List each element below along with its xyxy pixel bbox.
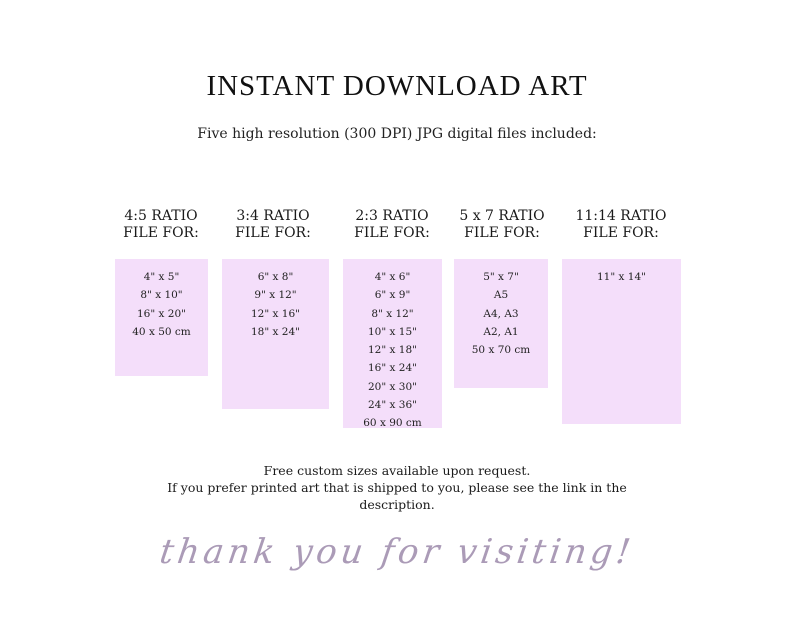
size-item: 12" x 18" [368, 344, 417, 357]
page-subtitle: Five high resolution (300 DPI) JPG digital files included: [197, 126, 597, 142]
size-item: 9" x 12" [254, 289, 297, 302]
size-item: 10" x 15" [368, 325, 417, 338]
ratio-label: 2:3 RATIO [355, 208, 429, 224]
size-item: A2, A1 [483, 325, 519, 338]
size-item: 8" x 10" [140, 289, 183, 302]
size-item: 6" x 8" [257, 271, 294, 283]
size-item: 12" x 16" [251, 307, 300, 320]
ratio-label: 4:5 RATIO [124, 208, 198, 224]
ratio-label: 3:4 RATIO [236, 208, 310, 224]
size-item: 6" x 9" [374, 289, 411, 302]
file-for-label: FILE FOR: [354, 225, 430, 241]
size-box-3-4 [222, 259, 329, 409]
ratio-label: 5 x 7 RATIO [459, 208, 545, 224]
footer-note [0, 462, 794, 513]
footer-line: description. [359, 497, 435, 512]
file-for-label: FILE FOR: [235, 225, 311, 241]
file-for-label: FILE FOR: [464, 225, 540, 241]
size-item: A4, A3 [483, 307, 519, 320]
size-item: 16" x 20" [137, 307, 186, 320]
size-item: 60 x 90 cm [363, 417, 422, 430]
size-box-4-5 [115, 259, 208, 376]
size-item: A5 [493, 289, 509, 302]
column-header-4-5 [111, 208, 211, 242]
column-header-5x7 [448, 208, 556, 242]
size-item: 50 x 70 cm [471, 344, 531, 357]
size-item: 4" x 5" [143, 271, 180, 283]
size-item: 4" x 6" [374, 271, 411, 283]
size-item: 11" x 14" [597, 271, 646, 283]
footer-line: Free custom sizes available upon request. [263, 463, 531, 478]
size-item: 24" x 36" [368, 399, 417, 412]
file-for-label: FILE FOR: [123, 225, 199, 241]
size-item: 16" x 24" [368, 362, 417, 375]
size-item: 8" x 12" [371, 307, 414, 320]
column-header-2-3 [342, 208, 442, 242]
ratio-label: 11:14 RATIO [575, 208, 667, 224]
thank-you-signature: thank you for visiting! [157, 532, 637, 572]
column-header-11-14 [566, 208, 676, 242]
size-box-2-3 [343, 259, 442, 428]
size-box-11-14 [562, 259, 681, 424]
size-item: 40 x 50 cm [132, 325, 191, 338]
column-header-3-4 [223, 208, 323, 242]
size-item: 5" x 7" [483, 271, 519, 283]
size-box-5x7 [454, 259, 548, 388]
size-item: 20" x 30" [368, 380, 417, 393]
footer-line: If you prefer printed art that is shipped to you, please see the link in the [167, 480, 627, 495]
page-title: INSTANT DOWNLOAD ART [206, 70, 588, 102]
size-item: 18" x 24" [251, 325, 300, 338]
file-for-label: FILE FOR: [583, 225, 659, 241]
